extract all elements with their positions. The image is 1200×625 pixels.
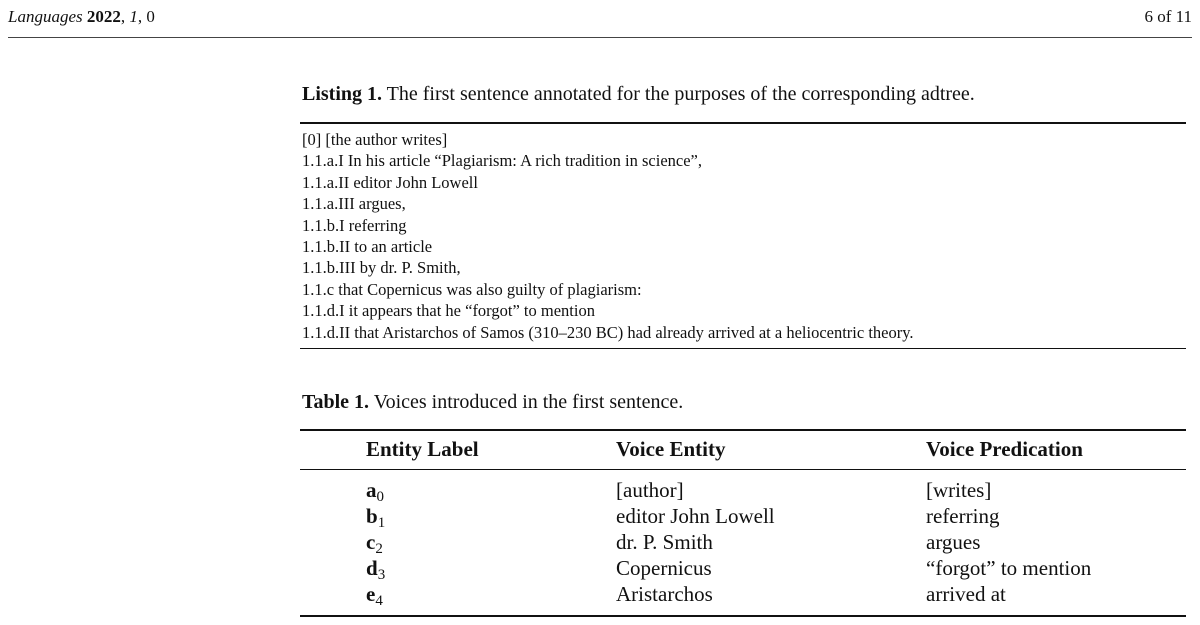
- table-row: [0, 529, 1200, 555]
- column-header-entity-label: Entity Label: [366, 437, 479, 461]
- table-mid-rule: [300, 469, 1186, 470]
- table-row: [0, 581, 1200, 607]
- voice-entity-cell: editor John Lowell: [616, 504, 775, 528]
- listing-line: 1.1.a.I In his article “Plagiarism: A rich tradition in science”,: [302, 151, 703, 171]
- voice-predication-cell: argues: [926, 530, 981, 554]
- listing-line: 1.1.a.III argues,: [302, 194, 406, 214]
- table-caption-text: Voices introduced in the first sentence.: [369, 391, 684, 413]
- entity-label-cell: [366, 581, 383, 614]
- voice-predication-cell: arrived at: [926, 582, 1006, 606]
- voice-predication-cell: referring: [926, 504, 1000, 528]
- listing-line: 1.1.a.II editor John Lowell: [302, 172, 478, 192]
- table-row: [0, 477, 1200, 503]
- table-top-rule: [300, 429, 1186, 431]
- entity-label-letter: b: [366, 504, 378, 528]
- column-header-voice-entity: Voice Entity: [616, 437, 726, 461]
- column-header-voice-predication: Voice Predication: [926, 437, 1083, 461]
- entity-label-index: 2: [375, 541, 383, 557]
- entity-label-index: 0: [376, 489, 384, 505]
- entity-label-index: 3: [377, 567, 386, 583]
- entity-label-index: 1: [377, 515, 386, 531]
- listing-caption: [302, 81, 975, 107]
- running-header: Languages 2022, 1, 0 6 of 11: [8, 7, 1192, 26]
- entity-label-letter: e: [366, 582, 376, 606]
- listing-line: 1.1.d.II that Aristarchos of Samos (310–230 BC) had already arrived at a heliocentric theory.: [302, 322, 914, 342]
- table-row: [0, 503, 1200, 529]
- listing-line: 1.1.b.III by dr. P. Smith,: [302, 258, 461, 278]
- listing-line: [0] [the author writes]: [302, 130, 448, 149]
- voice-entity-cell: dr. P. Smith: [616, 530, 713, 554]
- listing-bottom-rule: [300, 348, 1186, 349]
- header-rule: [8, 37, 1192, 38]
- listing-line: 1.1.b.I referring: [302, 215, 407, 235]
- table-caption-label: Table 1.: [302, 391, 370, 413]
- voice-entity-cell: [author]: [616, 478, 684, 502]
- table-bottom-rule: [300, 615, 1186, 617]
- voice-predication-cell: “forgot” to mention: [926, 556, 1092, 580]
- table-row: [0, 555, 1200, 581]
- entity-label-letter: a: [366, 478, 377, 502]
- entity-label-index: 4: [375, 593, 383, 609]
- journal-issue: 0: [146, 7, 155, 26]
- listing-line: 1.1.d.I it appears that he “forgot” to mention: [302, 301, 595, 321]
- listing-top-rule: [300, 122, 1186, 124]
- listing-caption-label: Listing 1.: [302, 83, 383, 105]
- listing-caption-text: The first sentence annotated for the purposes of the corresponding adtree.: [382, 83, 975, 105]
- journal-year: 2022: [86, 7, 121, 26]
- listing-body: [302, 129, 1182, 343]
- table-caption: [302, 389, 683, 415]
- voice-entity-cell: Copernicus: [616, 556, 712, 580]
- entity-label-letter: c: [366, 530, 376, 554]
- journal-name: Languages: [8, 7, 83, 26]
- voice-entity-cell: Aristarchos: [616, 582, 713, 606]
- page-number: 6 of 11: [1144, 7, 1192, 26]
- entity-label-letter: d: [366, 556, 378, 580]
- listing-line: 1.1.c that Copernicus was also guilty of plagiarism:: [302, 279, 642, 299]
- journal-volume: 1: [129, 7, 138, 26]
- voice-predication-cell: [writes]: [926, 478, 992, 502]
- listing-line: 1.1.b.II to an article: [302, 237, 433, 257]
